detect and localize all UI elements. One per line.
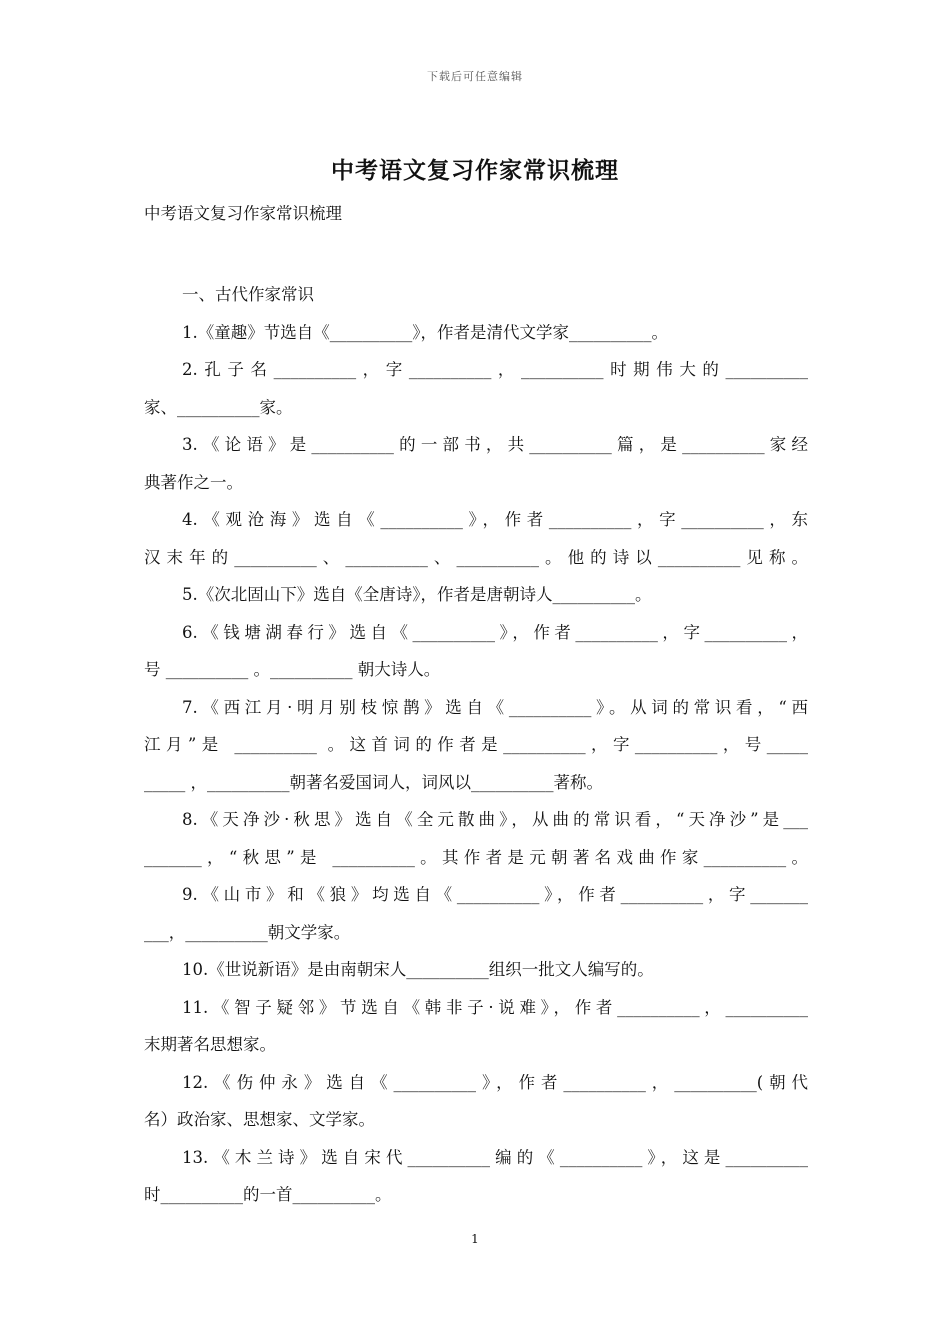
question-line: 家、__________家。 <box>144 397 293 417</box>
question-line: 13.《木兰诗》选自宋代__________编的《__________》，这是__________ <box>182 1147 808 1167</box>
question-line: 12.《伤仲永》选自《__________》，作者__________，__________(朝代 <box>182 1072 808 1092</box>
header-note: 下载后可任意编辑 <box>427 70 523 83</box>
question-line: 4.《观沧海》选自《__________》，作者__________，字__________，东 <box>182 510 808 529</box>
page-number: 1 <box>471 1232 479 1246</box>
question-line: 6.《钱塘湖春行》选自《__________》，作者__________，字__________， <box>182 622 808 642</box>
document-body <box>144 276 808 1214</box>
question-line: 3.《论语》是__________的一部书，共__________篇，是__________家经 <box>182 435 808 454</box>
question-line: 末期著名思想家。 <box>144 1035 276 1054</box>
question-line: 11.《智子疑邻》节选自《韩非子·说难》，作者__________，__________ <box>182 997 808 1017</box>
question-line: 8.《天净沙·秋思》选自《全元散曲》，从曲的常识看，“天净沙”是___ <box>182 810 808 829</box>
question-line: ___，__________朝文学家。 <box>144 922 351 942</box>
question-line: 7.《西江月·明月别枝惊鹊》选自《__________》。从词的常识看，“西 <box>182 697 808 717</box>
question-line: 5.《次北固山下》选自《全唐诗》，作者是唐朝诗人__________。 <box>182 585 652 604</box>
document-title: 中考语文复习作家常识梳理 <box>331 157 619 184</box>
question-line: 名）政治家、思想家、文学家。 <box>144 1110 375 1129</box>
question-line: 2.孔子名__________，字__________，__________时期伟大的__________ <box>182 360 808 379</box>
document-subtitle: 中考语文复习作家常识梳理 <box>144 204 342 223</box>
question-line: 江月”是 __________ 。这首词的作者是__________，字__________，号_____ <box>144 735 808 754</box>
section-heading: 一、古代作家常识 <box>182 285 314 304</box>
question-line: 10.《世说新语》是由南朝宋人__________组织一批文人编写的。 <box>182 960 654 979</box>
question-line: 汉末年的__________、__________、__________。他的诗以__________见称。 <box>144 547 808 567</box>
question-line: 时__________的一首__________。 <box>144 1185 392 1204</box>
question-line: 号 __________ 。__________ 朝大诗人。 <box>144 660 441 679</box>
question-line: 9.《山市》和《狼》均选自《__________》，作者__________，字_______ <box>182 885 808 904</box>
question-line: _______，“秋思”是 __________。其作者是元朝著名戏曲作家__________。 <box>144 847 808 867</box>
question-line: _____ ，__________朝著名爱国词人，词风以__________著称。 <box>144 772 603 792</box>
question-line: 典著作之一。 <box>144 472 243 492</box>
question-line: 1.《童趣》节选自《__________》，作者是清代文学家__________。 <box>182 322 668 342</box>
